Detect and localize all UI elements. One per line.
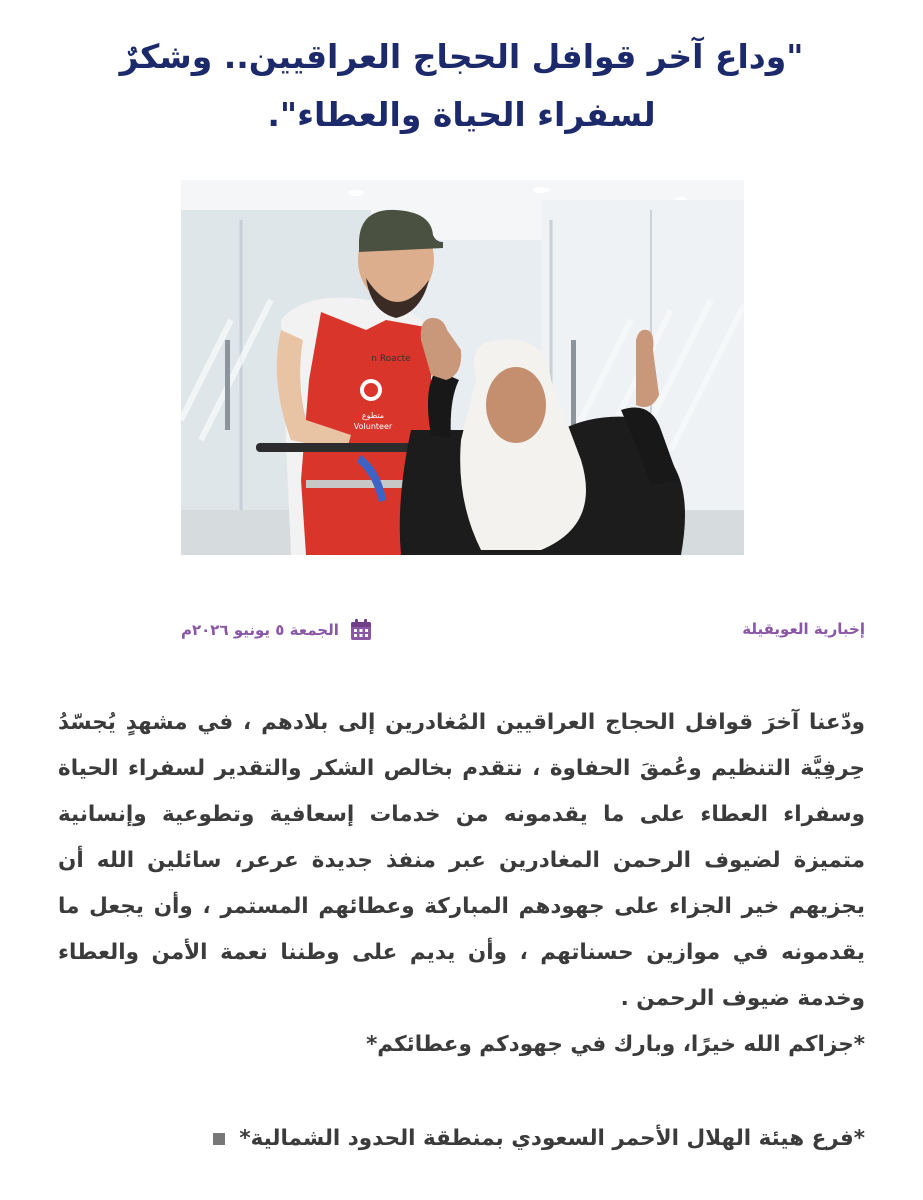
signature-line xyxy=(213,1126,865,1151)
square-bullet-icon xyxy=(213,1133,225,1145)
article-title: "وداع آخر قوافل الحجاج العراقيين.. وشكرٌ لسفراء الحياة والعطاء". xyxy=(119,37,804,134)
article-body: ودّعنا آخرَ قوافل الحجاج العراقيين المُغادرين إلى بلادهم ، في مشهدٍ يُجسّدُ حِرفِيَّة التنظيم وعُمقَ الحفاوة ، نتقدم بخالص الشكر والتقدير لسفراء الحياة وسفراء العطاء على ما يقدمونه من خدمات إسعافية وتطوعية وإنسانية متميزة لضيوف الرحمن المغادرين عبر منفذ جديدة عرعر، سائلين الله أن يجزيهم خير الجزاء على جهودهم المباركة وعطائهم المستمر ، وأن يجعل ما يقدمونه في موازين حسناتهم ، وأن يديم على وطننا نعمة الأمن والعطاء وخدمة ضيوف الرحمن . xyxy=(58,710,865,1011)
article-date xyxy=(181,618,373,642)
article-photo xyxy=(181,180,744,555)
vest-top-text: n Roacte xyxy=(371,354,411,364)
article-source[interactable]: إخبارية العويقيلة xyxy=(742,620,865,638)
vest-en-text: Volunteer xyxy=(353,422,393,431)
signature-text: *فرع هيئة الهلال الأحمر السعودي بمنطقة الحدود الشمالية* xyxy=(239,1126,865,1151)
date-text: الجمعة ٥ يونيو ٢٠٢٦م xyxy=(181,621,339,639)
thanks-line: *جزاكم الله خيرًا، وبارك في جهودكم وعطائكم* xyxy=(366,1032,865,1057)
vest-ar-text: متطوع xyxy=(361,411,385,420)
calendar-icon xyxy=(349,618,373,642)
